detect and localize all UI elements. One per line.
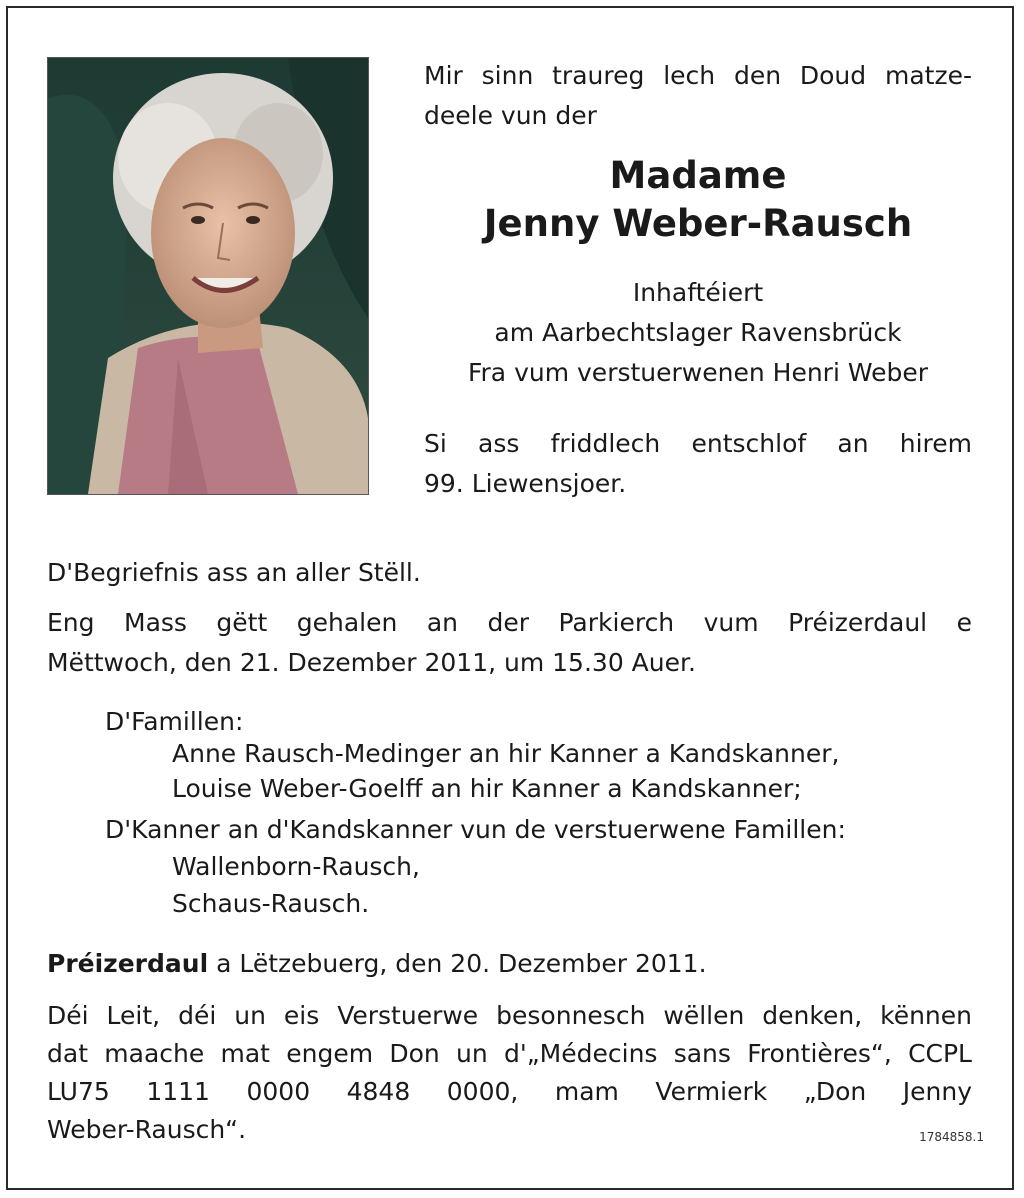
family-member: Louise Weber-Goelff an hir Kanner a Kandskanner; — [172, 774, 802, 803]
subtitle-line-2: am Aarbechtslager Ravensbrück — [494, 318, 902, 347]
donation-line-4: Weber-Rausch“. — [47, 1115, 247, 1144]
subtitle-line-3: Fra vum verstuerwenen Henri Weber — [467, 358, 929, 387]
mass-text — [47, 603, 972, 683]
mass-line-2: Mëttwoch, den 21. Dezember 2011, um 15.30 Auer. — [47, 648, 696, 677]
family-member: Anne Rausch-Medinger an hir Kanner a Kandskanner, — [172, 739, 840, 768]
donation-line-2: dat maache mat engem Don un d'„Médecins sans Frontières“, CCPL — [47, 1039, 972, 1068]
donation-line-3: LU75 1111 0000 4848 0000, mam Vermierk „Don Jenny — [47, 1077, 972, 1106]
subtitle-block — [424, 273, 972, 393]
mass-line-1: Eng Mass gëtt gehalen an der Parkierch vum Préizerdaul e — [47, 608, 972, 637]
intro-line-1: Mir sinn traureg lech den Doud matze- — [424, 61, 972, 90]
place-name: Préizerdaul — [47, 949, 209, 978]
peace-line-2: 99. Liewensjoer. — [424, 469, 627, 498]
families-heading: D'Famillen: — [105, 707, 244, 736]
children-heading: D'Kanner an d'Kandskanner vun de verstuerwene Famillen: — [105, 815, 846, 844]
subtitle-line-1: Inhaftéiert — [632, 278, 764, 307]
deceased-name-block — [424, 152, 972, 248]
intro-line-2: deele vun der — [424, 101, 597, 130]
reference-number: 1784858.1 — [919, 1130, 984, 1144]
funeral-note: D'Begriefnis ass an aller Stëll. — [47, 558, 421, 587]
name-title: Madame — [609, 154, 787, 197]
peace-text — [424, 424, 972, 504]
deceased-name: Jenny Weber-Rausch — [483, 202, 913, 245]
place-date-rest: a Lëtzebuerg, den 20. Dezember 2011. — [208, 949, 707, 978]
donation-text — [47, 997, 972, 1149]
portrait-photo — [47, 57, 369, 495]
place-date — [47, 944, 972, 984]
intro-text — [424, 56, 972, 136]
peace-line-1: Si ass friddlech entschlof an hirem — [424, 429, 972, 458]
child-family: Wallenborn-Rausch, — [172, 852, 420, 881]
child-family: Schaus-Rausch. — [172, 889, 370, 918]
donation-line-1: Déi Leit, déi un eis Verstuerwe besonnesch wëllen denken, kënnen — [47, 1001, 972, 1030]
